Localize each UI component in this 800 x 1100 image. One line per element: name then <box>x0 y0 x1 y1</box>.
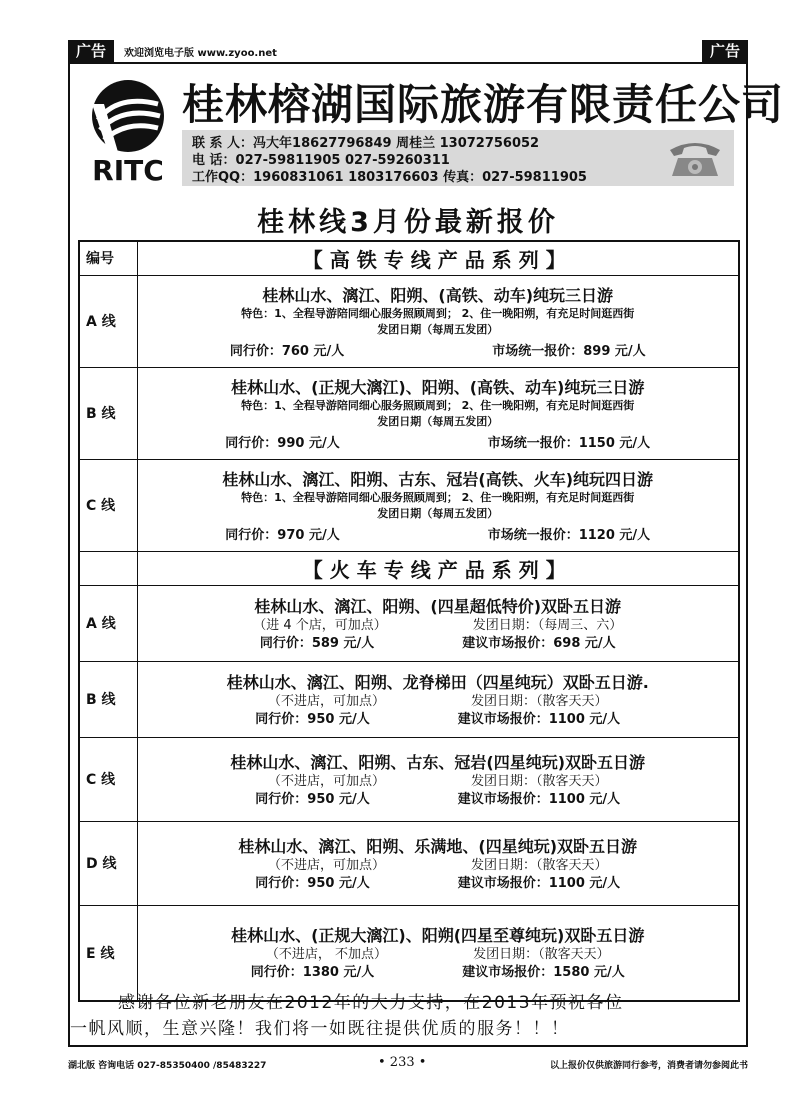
company-name: 桂林榕湖国际旅游有限责任公司 <box>182 80 785 129</box>
route-schedule: 发团日期：（每周三、六） <box>472 617 623 633</box>
logo-text: RITC <box>92 154 164 186</box>
line-code: B 线 <box>79 367 137 459</box>
line-code: A 线 <box>79 585 137 661</box>
page-number: • 233 • <box>378 1055 427 1070</box>
table-row <box>79 661 739 737</box>
table-row <box>79 585 739 661</box>
route-feature: 特色：1、全程导游陪同细心服务照顾周到； 2、住一晚阳朔，有充足时间逛西街 <box>241 307 635 320</box>
thanks-line-2: 一帆风顺，生意兴隆！我们将一如既往提供优质的服务！！！ <box>70 1019 570 1039</box>
line-code: E 线 <box>79 905 137 1001</box>
route-schedule: 发团日期（每周五发团） <box>377 323 499 336</box>
welcome-text: 欢迎浏览电子版 www.zyoo.net <box>124 48 277 59</box>
section-title-train: 【火车专线产品系列】 <box>302 557 573 582</box>
peer-price: 同行价：950 元/人 <box>255 875 370 891</box>
section-header-row <box>79 241 739 275</box>
market-price: 市场统一报价：1120 元/人 <box>487 528 651 543</box>
price-table <box>78 240 740 1002</box>
route-title: 桂林山水、(正规大漓江)、阳朔(四星至尊纯玩)双卧五日游 <box>231 926 645 946</box>
table-row <box>79 459 739 551</box>
contact-phones: 电 话：027-59811905 027-59260311 <box>192 153 450 168</box>
market-price: 建议市场报价：1100 元/人 <box>457 875 621 891</box>
telephone-icon <box>664 136 726 180</box>
route-title: 桂林山水、漓江、阳朔、(四星超低特价)双卧五日游 <box>254 596 622 616</box>
route-schedule: 发团日期（每周五发团） <box>377 415 499 428</box>
ad-label-left: 广告 <box>68 40 114 62</box>
table-row <box>79 367 739 459</box>
thanks-message <box>70 990 746 1042</box>
contact-qq-fax: 工作QQ：1960831061 1803176603 传真：027-59811905 <box>192 170 587 185</box>
peer-price: 同行价：990 元/人 <box>225 436 340 451</box>
line-code: C 线 <box>79 737 137 821</box>
route-feature: 特色：1、全程导游陪同细心服务照顾周到； 2、住一晚阳朔，有充足时间逛西街 <box>241 399 635 412</box>
route-feature: 特色：1、全程导游陪同细心服务照顾周到； 2、住一晚阳朔，有充足时间逛西街 <box>241 491 635 504</box>
peer-price: 同行价：950 元/人 <box>255 711 370 727</box>
route-schedule: 发团日期（每周五发团） <box>377 507 499 520</box>
shop-info: （进 4 个店，可加点） <box>253 617 387 633</box>
market-price: 市场统一报价：899 元/人 <box>492 344 646 359</box>
route-schedule: 发团日期：（散客天天） <box>471 857 608 873</box>
table-row <box>79 275 739 367</box>
peer-price: 同行价：950 元/人 <box>255 791 370 807</box>
route-title: 桂林山水、漓江、阳朔、古东、冠岩(高铁、火车)纯玩四日游 <box>222 470 654 489</box>
route-title: 桂林山水、漓江、阳朔、龙脊梯田（四星纯玩）双卧五日游. <box>226 672 649 692</box>
shop-info: （不进店，可加点） <box>267 857 385 873</box>
contact-persons: 联 系 人：冯大年18627796849 周桂兰 13072756052 <box>192 136 540 151</box>
route-title: 桂林山水、漓江、阳朔、古东、冠岩(四星纯玩)双卧五日游 <box>230 752 646 772</box>
table-row <box>79 821 739 905</box>
route-schedule: 发团日期：（散客天天） <box>473 947 610 963</box>
route-title: 桂林山水、漓江、阳朔、(高铁、动车)纯玩三日游 <box>262 286 614 305</box>
top-bar <box>68 40 748 62</box>
peer-price: 同行价：589 元/人 <box>259 635 375 651</box>
page-footer <box>68 1056 748 1072</box>
line-code: B 线 <box>79 661 137 737</box>
market-price: 建议市场报价：1580 元/人 <box>462 965 625 981</box>
peer-price: 同行价：970 元/人 <box>225 528 340 543</box>
market-price: 建议市场报价：698 元/人 <box>462 635 616 651</box>
table-row <box>79 905 739 1001</box>
ad-label-right: 广告 <box>702 40 748 62</box>
ritc-logo-icon <box>78 74 178 186</box>
route-title: 桂林山水、漓江、阳朔、乐满地、(四星纯玩)双卧五日游 <box>238 836 638 856</box>
peer-price: 同行价：760 元/人 <box>229 344 345 359</box>
section-header-row <box>79 551 739 585</box>
peer-price: 同行价：1380 元/人 <box>250 965 375 981</box>
market-price: 市场统一报价：1150 元/人 <box>487 436 651 451</box>
line-code: D 线 <box>79 821 137 905</box>
ad-frame <box>68 62 785 1047</box>
thanks-line-1: 感谢各位新老朋友在2012年的大力支持，在2013年预祝各位 <box>118 993 624 1013</box>
market-price: 建议市场报价：1100 元/人 <box>457 791 621 807</box>
contact-box <box>182 130 734 186</box>
line-code: C 线 <box>79 459 137 551</box>
route-schedule: 发团日期：（散客天天） <box>471 693 608 709</box>
shop-info: （不进店，可加点） <box>267 693 385 709</box>
shop-info: （不进店，可加点） <box>267 773 385 789</box>
footer-disclaimer: 以上报价仅供旅游同行参考，消费者请勿参阅此书 <box>549 1061 748 1071</box>
section-title-rail: 【高铁专线产品系列】 <box>302 247 573 272</box>
route-title: 桂林山水、(正规大漓江)、阳朔、(高铁、动车)纯玩三日游 <box>231 378 645 397</box>
company-header <box>70 64 785 192</box>
table-row <box>79 737 739 821</box>
line-code: A 线 <box>79 275 137 367</box>
footer-hotline: 湖北版 咨询电话 027-85350400 /85483227 <box>68 1061 267 1071</box>
code-header: 编号 <box>79 241 137 275</box>
shop-info: （不进店， 不加点） <box>265 947 388 963</box>
market-price: 建议市场报价：1100 元/人 <box>457 711 621 727</box>
report-title: 桂林线3月份最新报价 <box>257 207 559 238</box>
route-schedule: 发团日期：（散客天天） <box>471 773 608 789</box>
